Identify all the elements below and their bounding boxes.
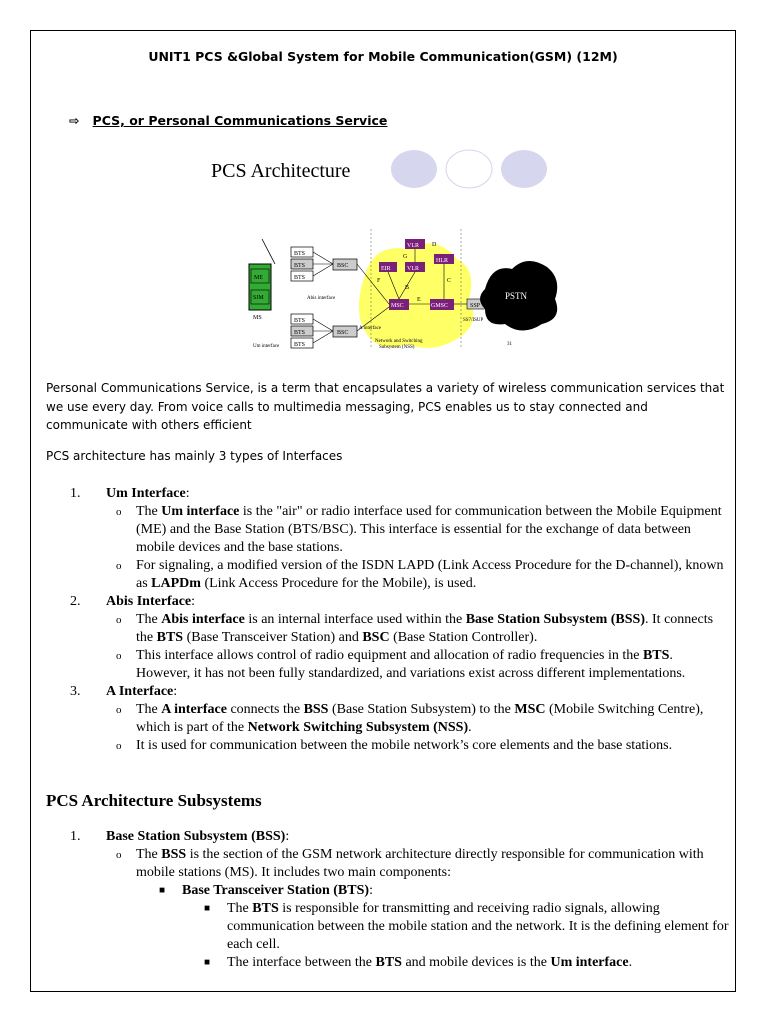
f-label: F (377, 278, 381, 284)
text: It is used for communication between the mobile network’s core elements and the base stations. (136, 738, 673, 753)
sim-label: SIM (253, 295, 264, 301)
list-item-um: 1. Um Interface: (70, 486, 190, 501)
text: is responsible for transmitting and receiving radio signals, allowing communication between the mobile station and the network. It is the defining element for each cell. (227, 901, 729, 952)
text: (Link Access Procedure for the Mobile), is used. (200, 576, 477, 591)
bullet-item (46, 737, 730, 755)
bullet-item (46, 954, 730, 972)
list-item-bss: 1. Base Station Subsystem (BSS): (70, 829, 290, 844)
bullet-item (46, 503, 730, 557)
bold-text: Um interface (550, 955, 629, 970)
nss-cloud (359, 243, 473, 348)
paragraph-interfaces-intro: PCS architecture has mainly 3 types of Interfaces (46, 449, 343, 463)
bts-label-4: BTS (294, 318, 306, 324)
bold-text: Network Switching Subsystem (NSS) (247, 720, 469, 735)
bullet-item: ■ Base Transceiver Station (BTS): (159, 883, 373, 898)
text: (Base Transceiver Station) and (183, 630, 363, 645)
interface-name: A Interface (106, 684, 174, 699)
bts-label-1: BTS (294, 251, 306, 257)
document-page (30, 30, 736, 992)
bold-text: BSC (362, 630, 390, 645)
decor-circle-2 (446, 150, 492, 188)
bold-text: LAPDm (151, 576, 201, 591)
circle-bullet-icon: o (116, 614, 122, 626)
ms-label: MS (253, 315, 262, 321)
bullet-item (46, 900, 730, 954)
bold-text: BTS (252, 901, 279, 916)
text: This interface allows control of radio equipment and allocation of radio frequencies in the (136, 648, 643, 663)
text: is the "air" or radio interface used for communication between the Mobile Equipment (ME) and the Base Station (BTS/BSC). This interface is essential for the exchange of data between mobile devices and the base stations. (136, 504, 722, 555)
circle-bullet-icon: o (116, 650, 122, 662)
gmsc-label: GMSC (431, 303, 449, 309)
diagram-page-number: 31 (507, 342, 512, 347)
nss-label-2: Subsystem (NSS) (379, 345, 415, 349)
bts-label-5: BTS (294, 330, 306, 336)
a-interface-label: A interface (359, 326, 382, 331)
circle-bullet-icon: o (116, 704, 122, 716)
text: connects the (226, 702, 304, 717)
list-number: 2. (70, 594, 81, 609)
text: The interface between the (227, 955, 376, 970)
paragraph-pcs-definition: Personal Communications Service, is a term that encapsulates a variety of wireless communication services that we use every day. From voice calls to multimedia messaging, PCS enables us to stay connected and communicate with others efficient (46, 381, 725, 432)
circle-bullet-icon: o (116, 560, 122, 572)
vlr-label: VLR (407, 266, 419, 272)
subsystem-name: Base Station Subsystem (BSS) (106, 829, 286, 844)
bts-label-6: BTS (294, 342, 306, 348)
text: The (136, 612, 162, 627)
interface-name: Abis Interface (106, 594, 192, 609)
um-label: Um interface (253, 344, 280, 349)
list-number: 3. (70, 684, 81, 699)
text: For signaling, a modified version of the ISDN LAPD (Link Access Procedure for the D-channel), known as (136, 558, 724, 591)
bts-label-3: BTS (294, 275, 306, 281)
bsc-label-1: BSC (337, 263, 349, 269)
e-label: E (417, 297, 421, 303)
square-bullet-icon: ■ (204, 903, 211, 914)
subsystems-list (46, 828, 730, 972)
section-heading-pcs (69, 113, 387, 128)
link (313, 252, 333, 264)
arrow-icon: ⇨ (69, 113, 80, 128)
msc-label: MSC (391, 303, 404, 309)
me-label: ME (254, 275, 263, 281)
bold-text: Base Transceiver Station (BTS) (182, 883, 370, 898)
pcs-heading-text: PCS, or Personal Communications Service (92, 113, 388, 128)
square-bullet-icon: ■ (204, 957, 211, 968)
nss-label-1: Network and Switching (375, 339, 423, 344)
bold-text: BTS (375, 955, 402, 970)
c-label: C (447, 278, 452, 284)
bts-label-2: BTS (294, 263, 306, 269)
text: (Base Station Subsystem) to the (328, 702, 515, 717)
link (313, 331, 333, 343)
text: (Mobile Switching Centre), which is part of the (136, 702, 704, 735)
text: . (628, 955, 633, 970)
vlr-label-top: VLR (407, 243, 419, 249)
link (313, 264, 333, 276)
pstn-label: PSTN (505, 291, 528, 301)
text: . It connects the (136, 612, 714, 645)
bold-text: Base Station Subsystem (BSS) (465, 612, 646, 627)
decor-circle-3 (501, 150, 547, 188)
bold-text: BSS (161, 847, 187, 862)
list-item-abis: 2. Abis Interface: (70, 594, 196, 609)
bullet-item (46, 701, 730, 737)
document-title: UNIT1 PCS &Global System for Mobile Communication(GSM) (12M) (148, 49, 618, 64)
eir-label: EIR (381, 266, 391, 272)
text: and mobile devices is the (401, 955, 551, 970)
interfaces-list (46, 485, 730, 755)
text: The (136, 847, 162, 862)
bold-text: Abis interface (161, 612, 245, 627)
bsc-label-2: BSC (337, 330, 349, 336)
bold-text: A interface (161, 702, 227, 717)
text: is the section of the GSM network architecture directly responsible for communication with mobile stations (MS). It includes two main components: (136, 847, 704, 880)
bold-text: Um interface (161, 504, 240, 519)
g-label: G (403, 254, 408, 260)
ssp-label: SSP (470, 303, 481, 309)
bold-text: BTS (642, 648, 670, 663)
circle-bullet-icon: o (116, 740, 122, 752)
hlr-label: HLR (436, 258, 448, 264)
text: is an internal interface used within the (244, 612, 466, 627)
abis-label: Abis interface (307, 296, 336, 301)
square-bullet-icon: ■ (159, 885, 166, 896)
text: (Base Station Controller). (389, 630, 538, 645)
text: The (136, 702, 162, 717)
link (313, 319, 333, 331)
list-item-a: 3. A Interface: (70, 684, 178, 699)
b-label: B (405, 285, 410, 291)
bold-text: BSS (303, 702, 329, 717)
text: The (227, 901, 253, 916)
subsystems-heading: PCS Architecture Subsystems (46, 791, 262, 810)
bullet-item (46, 611, 730, 647)
pcs-architecture-diagram (207, 149, 559, 349)
text: . However, it has not been fully standardized, and variations exist across different implementations. (136, 648, 686, 681)
list-number: 1. (70, 829, 81, 844)
d-label: D (432, 242, 437, 248)
bold-text: BTS (156, 630, 184, 645)
ss7-label: SS7/ISUP (463, 318, 484, 323)
bullet-item (46, 846, 730, 882)
bold-text: MSC (514, 702, 546, 717)
circle-bullet-icon: o (116, 506, 122, 518)
antenna-line (262, 239, 275, 264)
bullet-item (46, 557, 730, 593)
decor-circle-1 (391, 150, 437, 188)
diagram-title: PCS Architecture (211, 160, 351, 182)
text: . (468, 720, 472, 735)
interface-name: Um Interface (106, 486, 186, 501)
text: The (136, 504, 162, 519)
list-number: 1. (70, 486, 81, 501)
circle-bullet-icon: o (116, 849, 122, 861)
bullet-item (46, 647, 730, 683)
